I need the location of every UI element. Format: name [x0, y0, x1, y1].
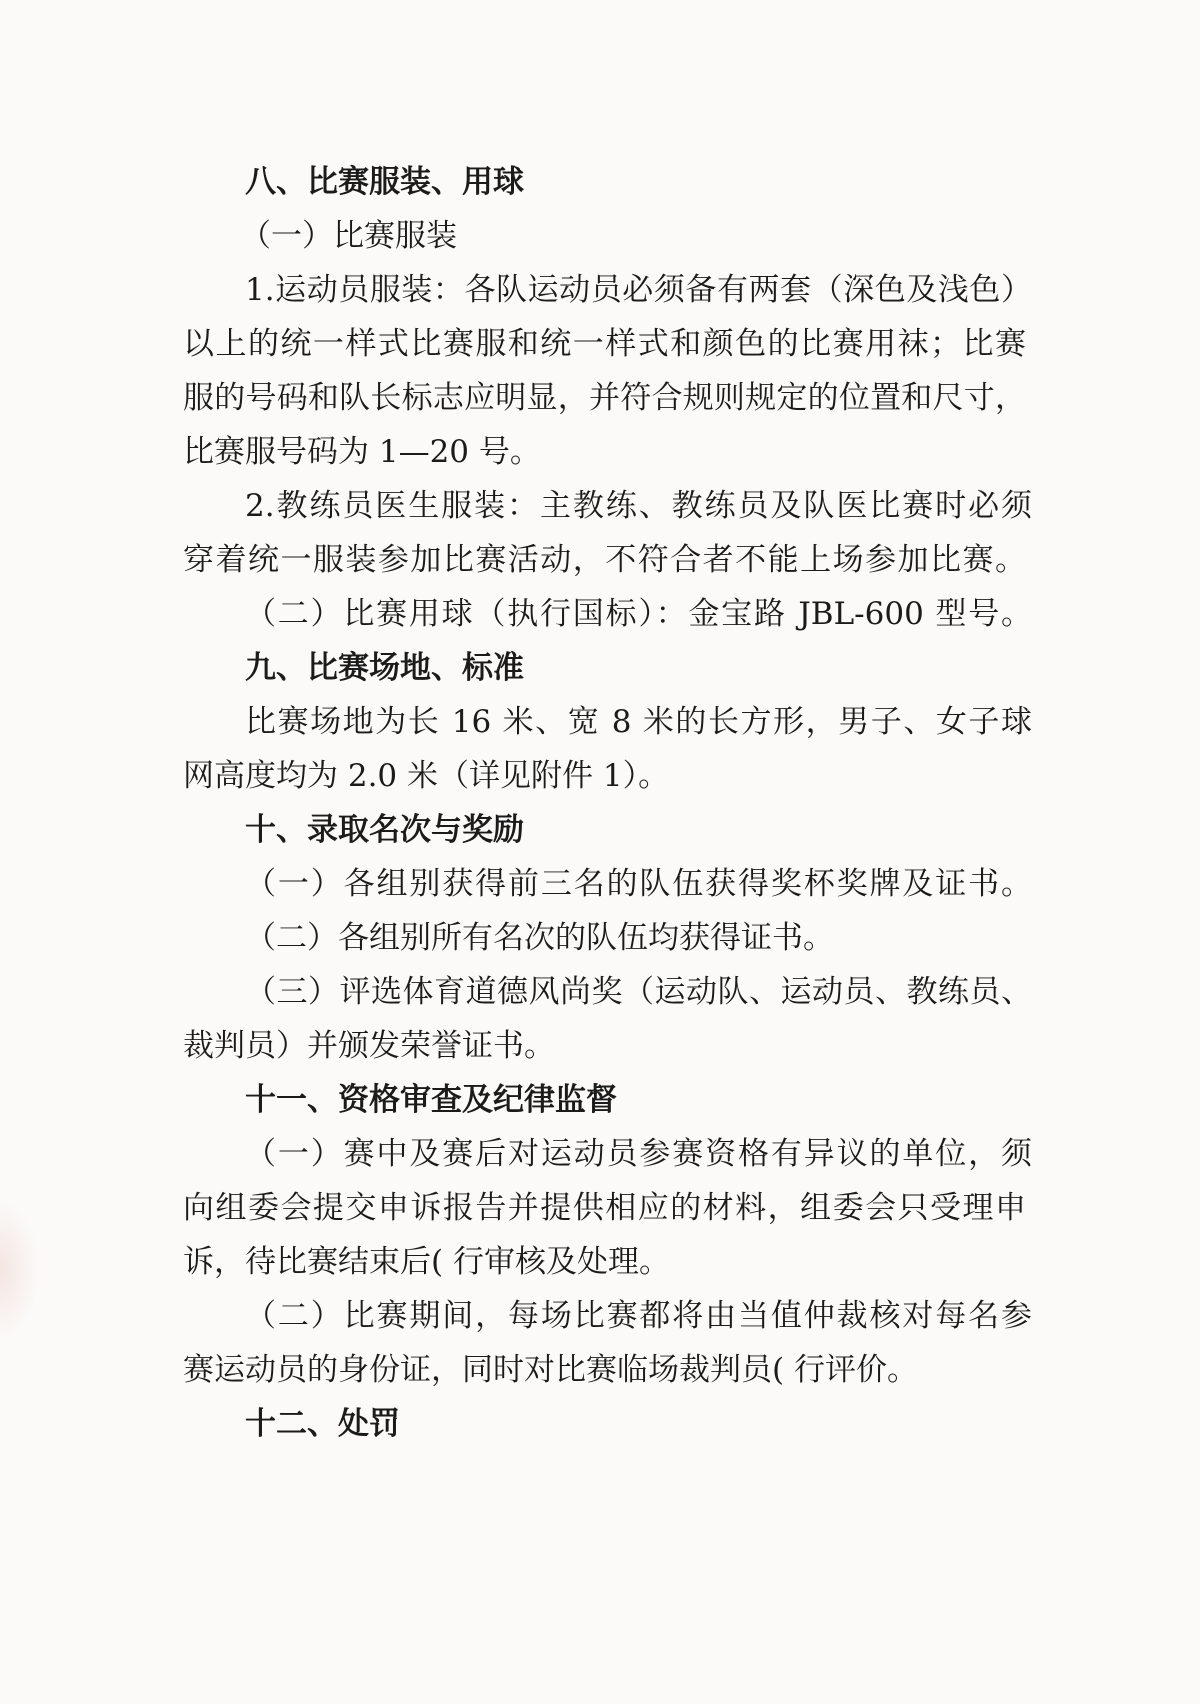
section-11-item2-line1: （二）比赛期间，每场比赛都将由当值仲裁核对每名参 — [245, 1298, 1032, 1334]
section-8-sub2: （二）比赛用球（执行国标）：金宝路 JBL-600 型号。 — [245, 596, 1032, 632]
section-8-item2-line2: 穿着统一服装参加比赛活动，不符合者不能上场参加比赛。 — [183, 542, 1026, 578]
section-11-item1-line2: 向组委会提交申诉报告并提供相应的材料，组委会只受理申 — [183, 1190, 1026, 1226]
section-8-heading: 八、比赛服装、用球 — [245, 164, 524, 200]
section-8-item1-line1: 1.运动员服装：各队运动员必须备有两套（深色及浅色） — [245, 272, 1032, 308]
section-8-sub1-title: （一）比赛服装 — [240, 218, 457, 254]
section-12-heading: 十二、处罚 — [245, 1406, 400, 1442]
section-9-heading: 九、比赛场地、标准 — [245, 650, 524, 686]
section-10-item3-line2: 裁判员）并颁发荣誉证书。 — [183, 1028, 555, 1064]
section-10-item3-line1: （三）评选体育道德风尚奖（运动队、运动员、教练员、 — [245, 974, 1032, 1010]
section-8-item1-line3: 服的号码和队长标志应明显，并符合规则规定的位置和尺寸， — [183, 380, 1026, 416]
section-9-line2: 网高度均为 2.0 米（详见附件 1）。 — [183, 758, 670, 794]
section-8-item1-line2: 以上的统一样式比赛服和统一样式和颜色的比赛用袜；比赛 — [183, 326, 1026, 362]
section-10-item2: （二）各组别所有名次的队伍均获得证书。 — [245, 920, 834, 956]
section-10-heading: 十、录取名次与奖励 — [245, 812, 524, 848]
section-11-item1-line1: （一）赛中及赛后对运动员参赛资格有异议的单位，须 — [245, 1136, 1032, 1172]
scan-smudge — [0, 1200, 40, 1340]
section-8-item2-line1: 2.教练员医生服装：主教练、教练员及队医比赛时必须 — [245, 488, 1032, 524]
section-8-item1-line4: 比赛服号码为 1—20 号。 — [183, 434, 541, 470]
section-10-item1: （一）各组别获得前三名的队伍获得奖杯奖牌及证书。 — [245, 866, 1032, 902]
section-11-item1-line3: 诉，待比赛结束后( 行审核及处理。 — [183, 1244, 670, 1280]
section-11-item2-line2: 赛运动员的身份证，同时对比赛临场裁判员( 行评价。 — [183, 1352, 918, 1388]
section-9-line1: 比赛场地为长 16 米、宽 8 米的长方形，男子、女子球 — [245, 704, 1032, 740]
section-11-heading: 十一、资格审查及纪律监督 — [245, 1082, 617, 1118]
